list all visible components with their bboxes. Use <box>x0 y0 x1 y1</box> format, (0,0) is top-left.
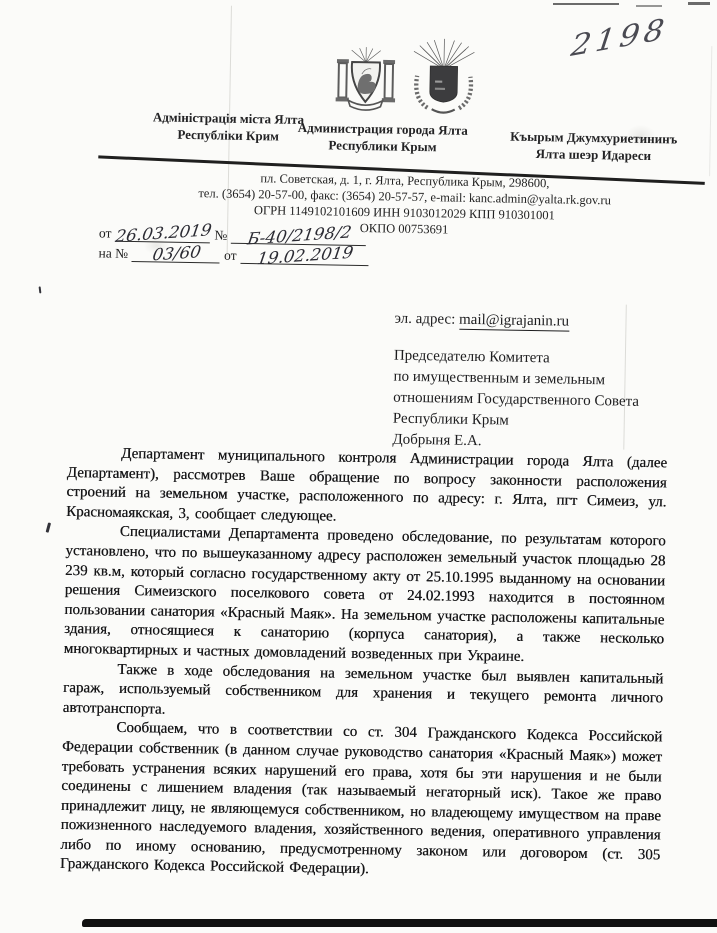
in-number-slot <box>132 246 220 264</box>
handwritten-in-date: 19.02.2019 <box>256 243 355 268</box>
addressee-title: по имущественным и земельным <box>393 367 693 393</box>
org-name-line: Ялта шеэр Идареси <box>473 144 713 165</box>
org-name-russian <box>287 119 478 156</box>
org-name-line: Къырым Джумхуриетининъ <box>474 127 714 148</box>
email-address: mail@igrajanin.ru <box>459 312 569 332</box>
incoming-reference <box>98 244 372 266</box>
in-date-slot <box>240 248 368 266</box>
org-name-line: Республіки Крим <box>116 125 341 146</box>
email-label: эл. адрес: <box>394 311 459 328</box>
addressee-person: Добрыня Е.А. <box>392 430 692 456</box>
in-date-label: от <box>224 248 237 264</box>
contacts-okpo: ОКПО 00753691 <box>124 216 684 242</box>
addressee-title: отношениям Государственного Совета <box>393 388 693 414</box>
out-date-slot <box>115 226 210 244</box>
contacts-phone-email: тел. (3654) 20-57-00, факс: (3654) 20-57-57, e-mail: kanc.admin@yalta.rk.gov.ru <box>125 184 685 210</box>
crimea-coat-of-arms-icon <box>332 44 399 115</box>
body-paragraph: Сообщаем, что в соответствии со ст. 304 Гражданского Кодекса Российской Федерации собственник (в данном случае руководство санатория «Красный Маяк») может требовать устранения всяких нарушений его права, хотя бы эти нарушения и не были соединены с лишением владения (так называемый негаторный иск). Такое же право принадлежит лицу, не являющемуся собственником, но владеющему имуществом на праве пожизненного наследуемого владения, хозяйственного ведения, оперативного управления либо по иному основанию, предусмотренному законом или договором (ст. 305 Гражданского Кодекса Российской Федерации). <box>60 718 663 885</box>
body-paragraph: Специалистами Департамента проведено обследование, по результатам которого установлено, что по вышеуказанному адресу расположен земельный участок площадью 28 239 кв.м, который согласно государственному акту от 25.10.1995 выданному на основании решения Симеизского поселкового совета от 24.02.1993 находится в постоянном пользовании санатория «Красный Маяк». На земельном участке расположены капитальные здания, относящиеся к санаторию (корпуса санатория), а также несколько многоквартирных и частных домовладений возведенных при Украине. <box>64 522 666 670</box>
body-paragraph: Также в ходе обследования на земельном участке был выявлен капитальный гараж, используемый собственником для хранения и текущего ремонта личного автотранспорта. <box>63 659 664 728</box>
out-date-label: от <box>99 225 112 241</box>
addressee-email-line <box>394 309 694 335</box>
contacts-registration-numbers: ОГРН 1149102101609 ИНН 9103012029 КПП 910301001 <box>124 200 684 226</box>
scan-edge-mark <box>688 2 710 5</box>
reference-block <box>98 224 373 269</box>
org-name-line: Администрация города Ялта <box>288 119 478 139</box>
letter-body <box>60 444 667 885</box>
org-name-line: Адміністрація міста Ялта <box>116 108 341 129</box>
body-paragraph: Департамент муниципального контроля Администрации города Ялта (далее Департамент), рассмотрев Ваше обращение по вопросу законности расположения строений на земельном участке, расположенного по адресу: г. Ялта, пгт Симеиз, ул. Красномаякская, 3, сообщает следующее. <box>66 444 667 533</box>
handwritten-in-number: 03/60 <box>151 242 202 264</box>
ink-speck <box>46 522 51 532</box>
handwritten-corner-number: 2198 <box>573 20 666 57</box>
contacts-address: пл. Советская, д. 1, г. Ялта, Республика Крым, 298600, <box>125 168 685 194</box>
addressee-block <box>392 309 694 456</box>
outgoing-reference <box>99 224 373 246</box>
yalta-coat-of-arms-icon <box>407 38 480 119</box>
handwritten-out-date: 26.03.2019 <box>114 220 213 245</box>
handwritten-out-number: Б-40/2198/2 <box>246 222 353 248</box>
ink-speck <box>39 286 42 293</box>
addressee-title: Председателю Комитета <box>394 346 694 372</box>
in-number-label: на № <box>98 245 128 262</box>
out-number-label: № <box>214 227 227 243</box>
org-name-line: Республики Крым <box>287 136 477 156</box>
addressee-title: Республики Крым <box>393 409 693 435</box>
org-name-crimean-tatar <box>473 127 714 165</box>
